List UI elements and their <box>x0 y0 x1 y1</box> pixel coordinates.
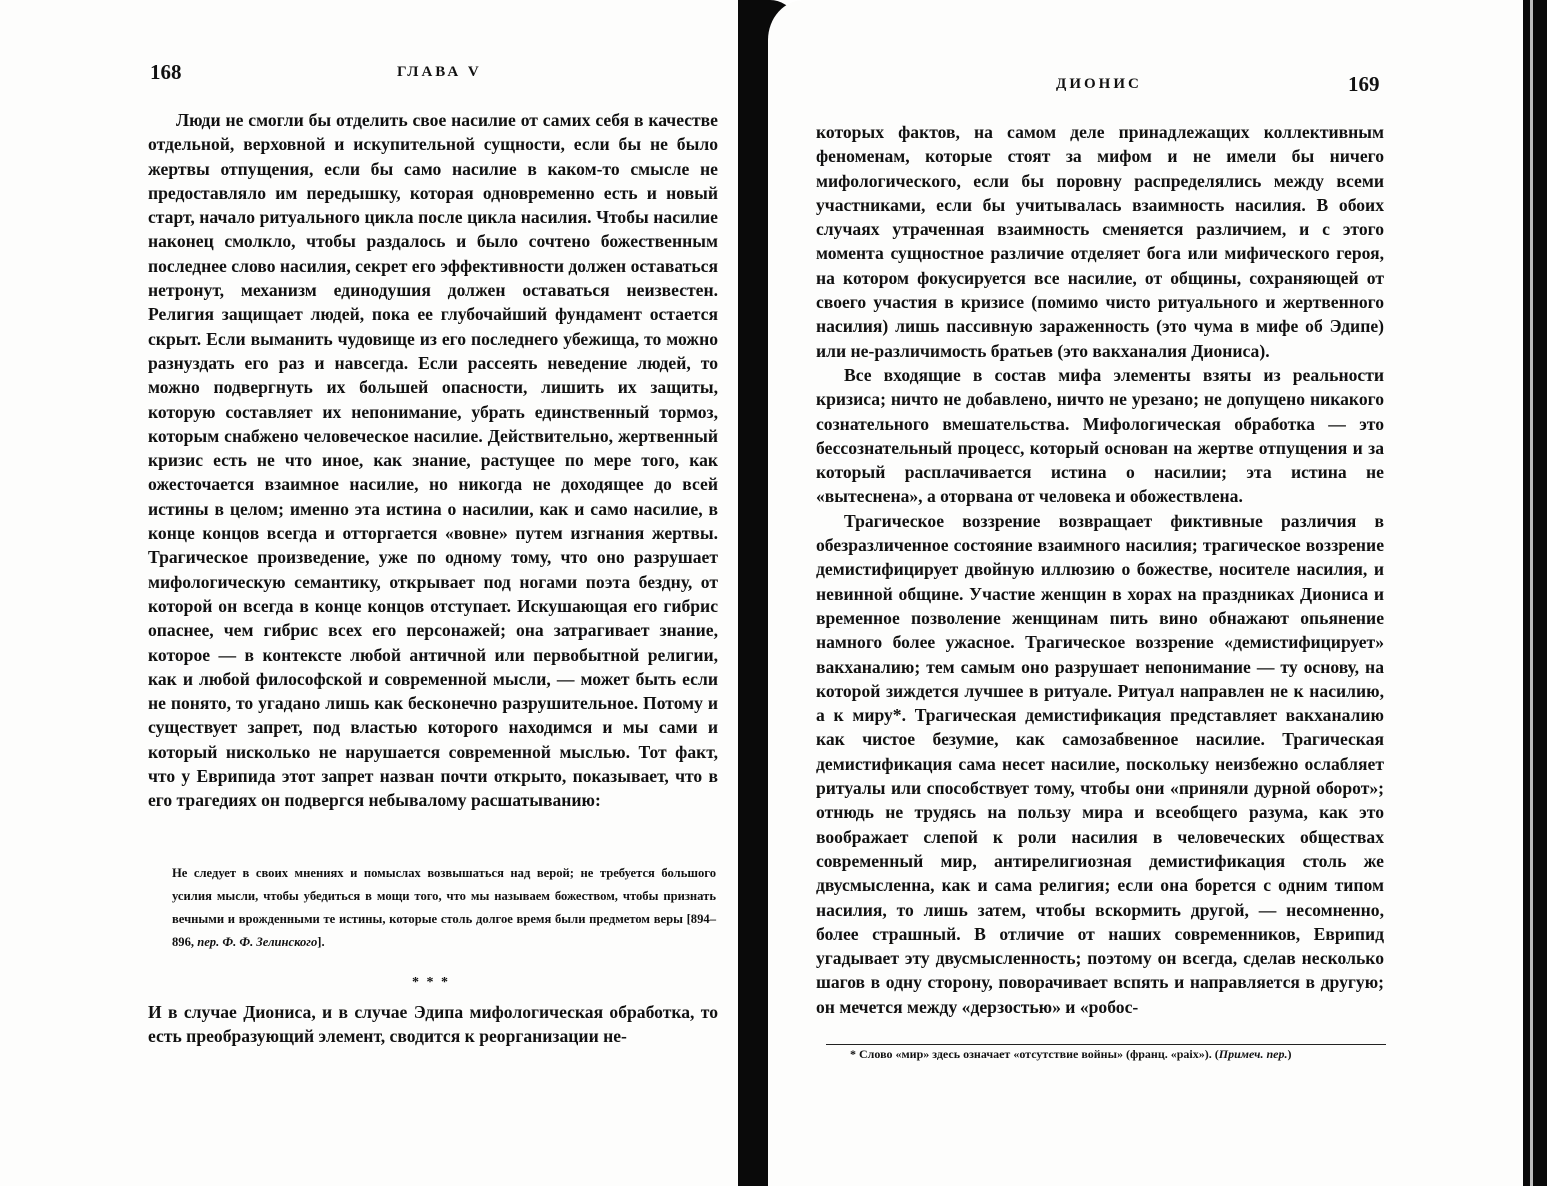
section-break: * * * <box>412 975 450 990</box>
footnote-rule <box>826 1044 1386 1045</box>
right-edge <box>1523 0 1547 1186</box>
running-head-right: ДИОНИС <box>1056 76 1142 92</box>
footnote-text: * Слово «мир» здесь означает «отсутствие войны» (франц. «paix»). ( <box>850 1047 1219 1061</box>
left-paragraph: Люди не смогли бы отделить свое насилие от самих себя в качестве отдельной, верховной и искупительной сущности, если бы не было жертвы отпущения, если бы само насилие в каком-то смысле не предоставляло им передышку, которая одновременно есть и новый старт, начало ритуального цикла после цикла насилия. Чтобы насилие наконец смолкло, чтобы раздалось и было сочтено божественным последнее слово насилия, секрет его эффективности должен оставаться нетронут, механизм единодушия должен оставаться неизвестен. Религия защищает людей, пока ее глубочайший фундамент остается скрыт. Если выманить чудовище из его последнего убежища, то можно разнуздать его раз и навсегда. Если рассеять неведение людей, то можно подвергнуть их большей опасности, лишить их защиты, которую составляет их непонимание, убрать единственный тормоз, которым снабжено человеческое насилие. Действительно, жертвенный кризис есть не что иное, как знание, растущее по мере того, как ожесточается взаимное насилие, но никогда не доходящее до всей истины в целом; именно эта истина о насилии, как и само насилие, в конце концов всегда и отторгается «вовне» путем изгнания жертвы. Трагическое произведение, уже по одному тому, что оно разрушает мифологическую семантику, открывает под ногами поэта бездну, от которой он всегда в конце концов отступает. Искушающая его гибрис опаснее, чем гибрис всех его персонажей; она затрагивает знание, которое — в контексте любой античной или первобытной религии, как и любой философской и современной мысли, — может быть если не понято, то угадано лишь как бесконечно разрушительное. Потому и существует запрет, под властью которого находимся и мы сами и который нисколько не нарушается современной мыслью. Тот факт, что у Еврипида этот запрет назван почти открыто, показывает, что в его трагедиях он подвергся небывалому расшатыванию: <box>148 110 718 811</box>
footnote-close: ) <box>1287 1047 1292 1061</box>
footnote <box>850 1046 1390 1062</box>
right-edge-stripe <box>1530 0 1533 1186</box>
quote-close: ]. <box>317 935 325 949</box>
left-closing <box>148 1000 718 1049</box>
footnote-note: Примеч. пер. <box>1218 1047 1288 1061</box>
right-page <box>768 0 1523 1186</box>
right-paragraph-2: Все входящие в состав мифа элементы взяты из реальности кризиса; ничто не добавлено, ничто не урезано; не допущено никакого сознательного вмешательства. Мифологическая обработка — это бессознательный процесс, который основан на жертве отпущения и за который расплачивается истина о насилии; эта истина не «вытеснена», а оторвана от человека и обожествлена. <box>816 364 1384 507</box>
right-body <box>816 120 1384 1019</box>
right-paragraph-1: которых фактов, на самом деле принадлежащих коллективным феноменам, которые стоят за мифом и не имели бы ничего мифологического, если бы поровну распределялись между всеми участниками, если бы учитывалась взаимность насилия. В обоих случаях утраченная взаимность сменяется различием, и с этого момента сущностное различие отделяет бога или мифического героя, на котором фокусируется все насилие, от общины, сохраняющей от своего участия в кризисе (помимо чисто ритуального и жертвенного насилия) лишь пассивную зараженность (это чума в мифе об Эдипе) или не-различимость братьев (это вакханалия Диониса). <box>816 122 1384 361</box>
left-page <box>0 0 738 1186</box>
running-head-left: ГЛАВА V <box>397 64 482 80</box>
left-body <box>148 108 718 813</box>
right-paragraph-3: Трагическое воззрение возвращает фиктивные различия в обезразличенное состояние взаимного насилия; трагическое воззрение демистифицирует двойную иллюзию о божестве, носителе насилия, и невинной общине. Участие женщин в хорах на праздниках Диониса и временное позволение женщинам пить вино обнажают опьянение намного более ужасное. Трагическое воззрение «демистифицирует» вакханалию; тем самым оно разрушает непонимание — ту основу, на которой зиждется лучшее в ритуале. Ритуал направлен не к насилию, а к миру*. Трагическая демистификация представляет вакханалию как чистое безумие, как самозабвенное насилие. Трагическая демистификация сама несет насилие, поскольку неизбежно ослабляет ритуалы или способствует тому, чтобы они «приняли дурной оборот»; отнюдь не трудясь на пользу мира и всеобщего разума, как это воображает слепой к роли насилия в человеческих обществах современный мир, антирелигиозная демистификация столь же двусмысленна, как и сама религия; если она борется с одним типом насилия, то лишь затем, чтобы вскормить другой, — несомненно, более страшный. В отличие от наших современников, Еврипид угадывает эту двусмысленность; поэтому он всегда, сделав несколько шагов в одну сторону, поворачивает вспять и направляется в другую; он мечется между «дерзостью» и «робос- <box>816 510 1384 1017</box>
closing-paragraph: И в случае Диониса, и в случае Эдипа мифологическая обработка, то есть преобразующий элемент, сводится к реорганизации не- <box>148 1002 718 1047</box>
page-number-left: 168 <box>150 60 182 84</box>
page-number-right: 169 <box>1348 72 1380 96</box>
quote-text: Не следует в своих мнениях и помыслах возвышаться над верой; не требуется большого усилия мысли, чтобы убедиться в мощи того, что мы называем божеством, чтобы признать вечными и врожденными те истины, которые столь долгое время были предметом веры [894–896, <box>172 866 716 949</box>
block-quote <box>172 862 716 954</box>
quote-citation: пер. Ф. Ф. Зелинского <box>197 935 318 949</box>
